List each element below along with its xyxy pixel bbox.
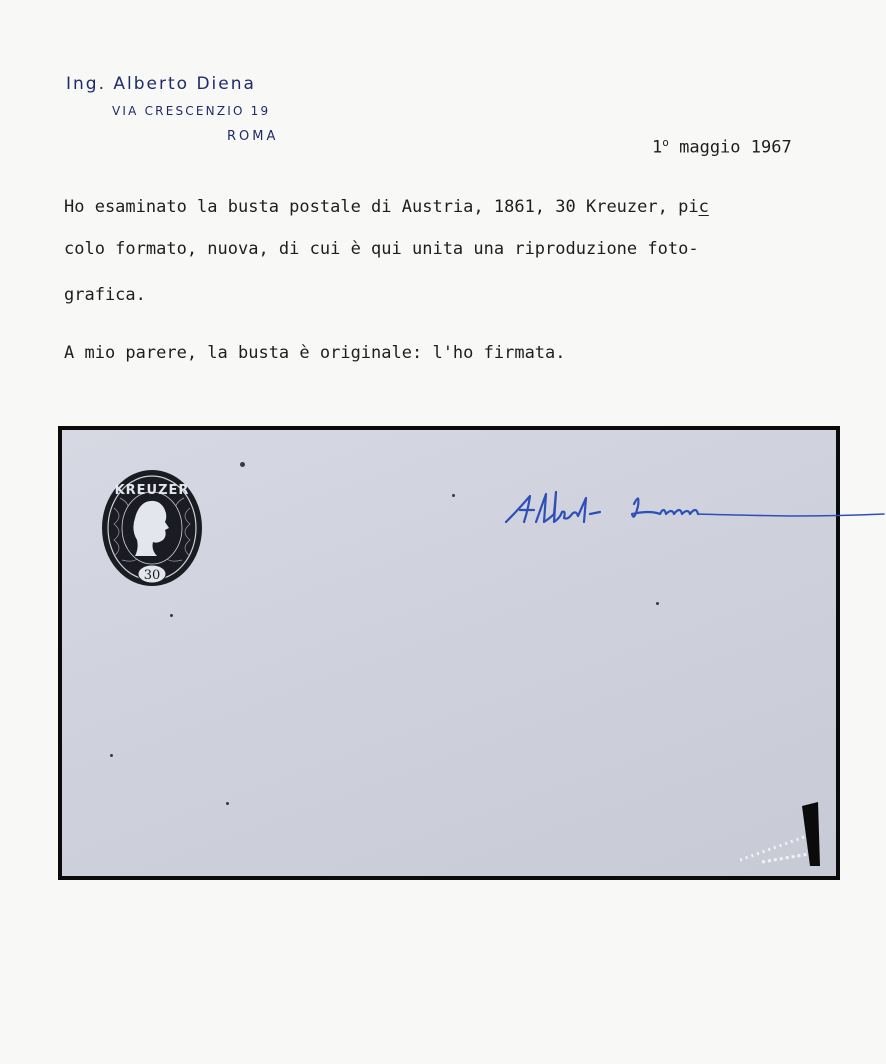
date-day: 1 [652, 137, 663, 158]
speck [110, 754, 113, 757]
body-line-1-tail: c [698, 197, 709, 217]
handwritten-signature [500, 484, 886, 534]
speck [452, 494, 455, 497]
body-line-3: grafica. [64, 285, 146, 305]
body-line-4: A mio parere, la busta è originale: l'ho firmata. [64, 343, 566, 363]
speck [170, 614, 173, 617]
stamp-kreuzer-text: KREUZER [114, 483, 190, 498]
document-date [652, 136, 792, 158]
letterhead-street: VIA CRESCENZIO 19 [112, 104, 271, 118]
speck [240, 462, 245, 467]
speck [656, 602, 659, 605]
date-ordinal: o [662, 136, 669, 149]
stamp-value: 30 [143, 568, 161, 583]
stamp-imprint [100, 468, 204, 590]
letterhead-name: Ing. Alberto Diena [66, 74, 256, 94]
body-line-1-main: Ho esaminato la busta postale di Austria, 1861, 30 Kreuzer, pi [64, 197, 699, 217]
body-line-2: colo formato, nuova, di cui è qui unita una riproduzione foto- [64, 239, 699, 259]
speck [226, 802, 229, 805]
corner-handstamp-mark [732, 802, 822, 866]
letterhead-city: ROMA [227, 129, 279, 144]
date-rest: maggio 1967 [668, 137, 792, 158]
body-line-1 [64, 196, 709, 218]
